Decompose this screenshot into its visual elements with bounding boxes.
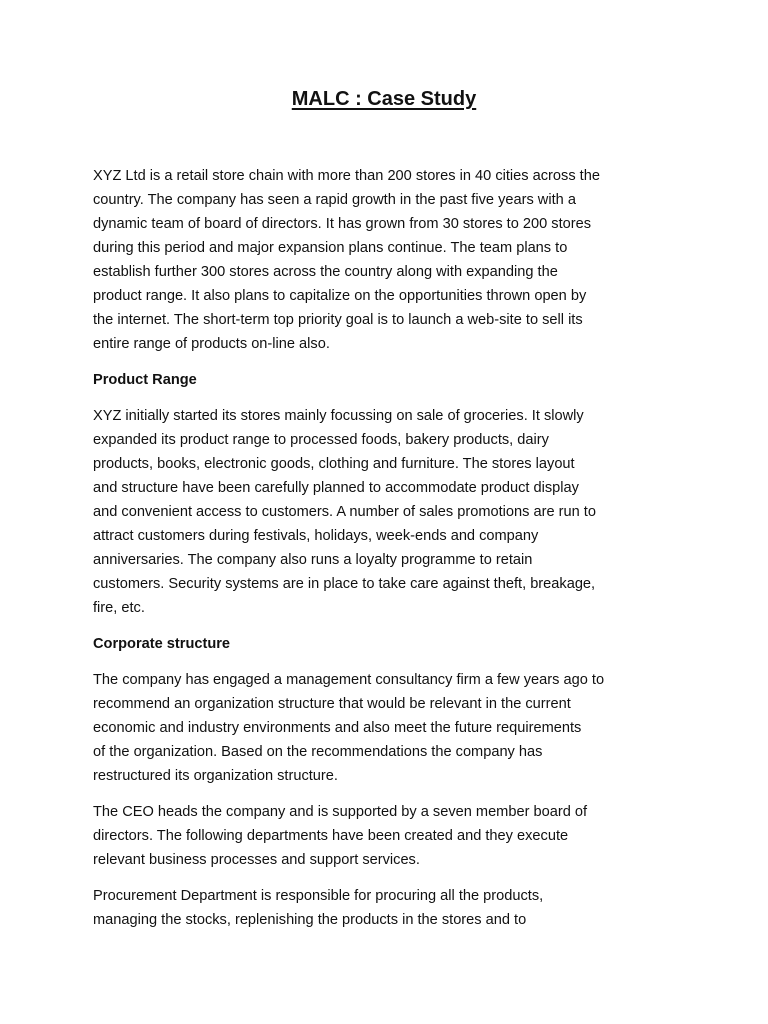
corporate-structure-paragraph-1	[93, 668, 673, 788]
heading-corporate-structure: Corporate structure	[93, 636, 231, 652]
text-line: entire range of products on-line also.	[93, 336, 330, 352]
text-line: The company has engaged a management consultancy firm a few years ago to	[93, 672, 605, 688]
text-line: restructured its organization structure.	[93, 768, 338, 784]
text-line: country. The company has seen a rapid growth in the past five years with a	[93, 192, 576, 208]
text-line: directors. The following departments have been created and they execute	[93, 828, 569, 844]
text-line: XYZ initially started its stores mainly focussing on sale of groceries. It slowly	[93, 408, 584, 424]
intro-paragraph	[93, 164, 673, 356]
text-line: recommend an organization structure that would be relevant in the current	[93, 696, 571, 712]
document-title: MALC : Case Study	[291, 88, 477, 110]
text-line: products, books, electronic goods, clothing and furniture. The stores layout	[93, 456, 575, 472]
text-line: expanded its product range to processed foods, bakery products, dairy	[93, 432, 549, 448]
text-line: dynamic team of board of directors. It has grown from 30 stores to 200 stores	[93, 216, 592, 232]
text-line: the internet. The short-term top priority goal is to launch a web-site to sell its	[93, 312, 583, 328]
text-line: relevant business processes and support services.	[93, 852, 420, 868]
document-body	[93, 164, 673, 944]
text-line: attract customers during festivals, holidays, week-ends and company	[93, 528, 539, 544]
text-line: and convenient access to customers. A number of sales promotions are run to	[93, 504, 596, 520]
heading-product-range: Product Range	[93, 372, 197, 388]
corporate-structure-paragraph-2	[93, 800, 673, 872]
text-line: establish further 300 stores across the country along with expanding the	[93, 264, 558, 280]
text-line: XYZ Ltd is a retail store chain with more than 200 stores in 40 cities across the	[93, 168, 600, 184]
product-range-paragraph	[93, 404, 673, 620]
text-line: customers. Security systems are in place to take care against theft, breakage,	[93, 576, 596, 592]
text-line: during this period and major expansion plans continue. The team plans to	[93, 240, 568, 256]
text-line: product range. It also plans to capitalize on the opportunities thrown open by	[93, 288, 587, 304]
text-line: anniversaries. The company also runs a loyalty programme to retain	[93, 552, 533, 568]
text-line: The CEO heads the company and is supported by a seven member board of	[93, 804, 588, 820]
text-line: fire, etc.	[93, 600, 145, 616]
text-line: economic and industry environments and also meet the future requirements	[93, 720, 582, 736]
corporate-structure-paragraph-3	[93, 884, 673, 932]
text-line: and structure have been carefully planned to accommodate product display	[93, 480, 579, 496]
text-line: of the organization. Based on the recommendations the company has	[93, 744, 543, 760]
text-line: managing the stocks, replenishing the products in the stores and to	[93, 912, 527, 928]
text-line: Procurement Department is responsible for procuring all the products,	[93, 888, 544, 904]
